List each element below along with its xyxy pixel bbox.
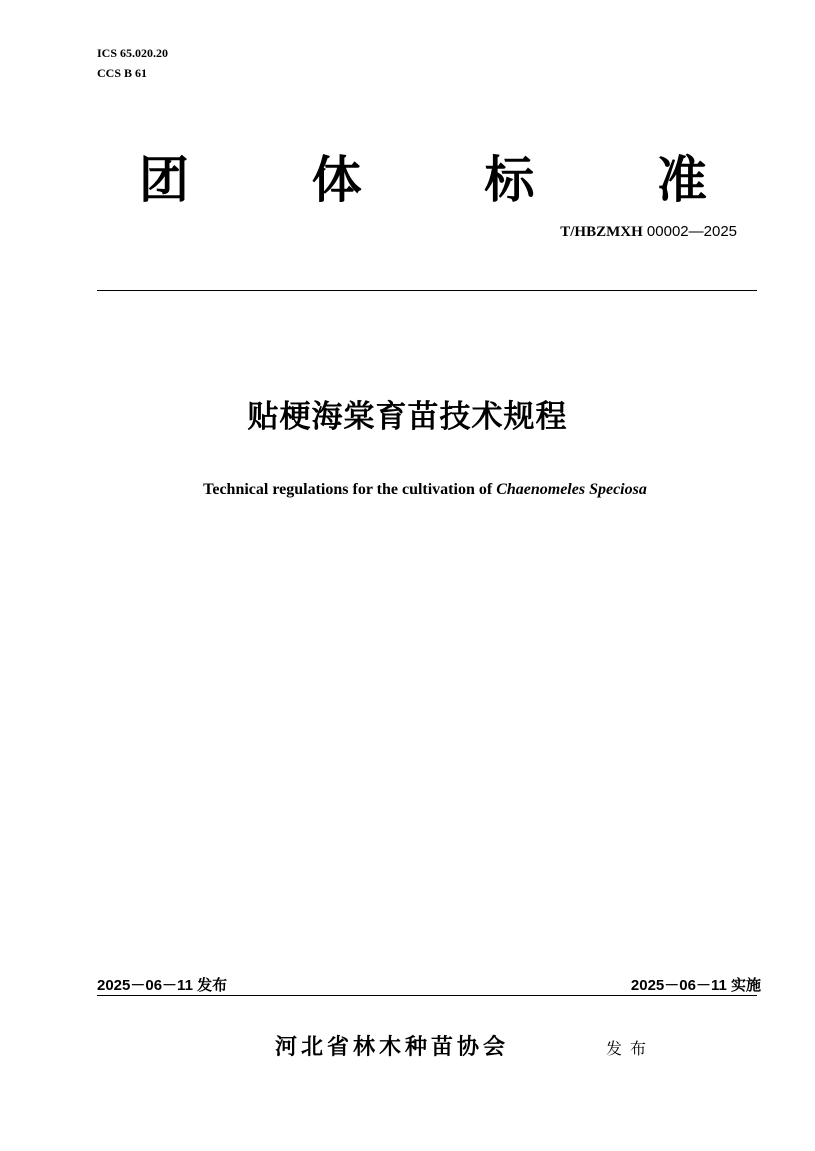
ics-code: ICS 65.020.20 [97, 46, 169, 60]
publish-date: 2025－06－11 发布 [97, 977, 228, 994]
header-divider [97, 290, 757, 291]
date-row [97, 975, 761, 997]
standard-type-char-1: 团 [139, 151, 189, 209]
standard-type-char-3: 标 [484, 151, 535, 209]
document-title-english-prefix: Technical regulations for the cultivation of [203, 481, 497, 498]
footer-divider [97, 995, 757, 996]
standard-type-char-2: 体 [311, 151, 362, 209]
issuer-name: 河北省林木种苗协会 [275, 1035, 510, 1060]
effective-date: 2025－06－11 实施 [630, 977, 761, 994]
issuer-suffix: 发布 [606, 1039, 655, 1058]
document-title-chinese: 贴梗海棠育苗技术规程 [247, 399, 568, 435]
ccs-code: CCS B 61 [97, 66, 148, 80]
document-title-english [0, 479, 815, 501]
standard-type-heading [97, 146, 757, 214]
standard-type-char-4: 准 [656, 151, 707, 209]
document-title-species: Chaenomeles Speciosa [496, 481, 647, 498]
classification-codes [97, 43, 168, 83]
standard-code-number: 00002—2025 [642, 223, 737, 240]
standard-code [560, 222, 737, 242]
standard-code-prefix: T/HBZMXH [560, 224, 643, 240]
